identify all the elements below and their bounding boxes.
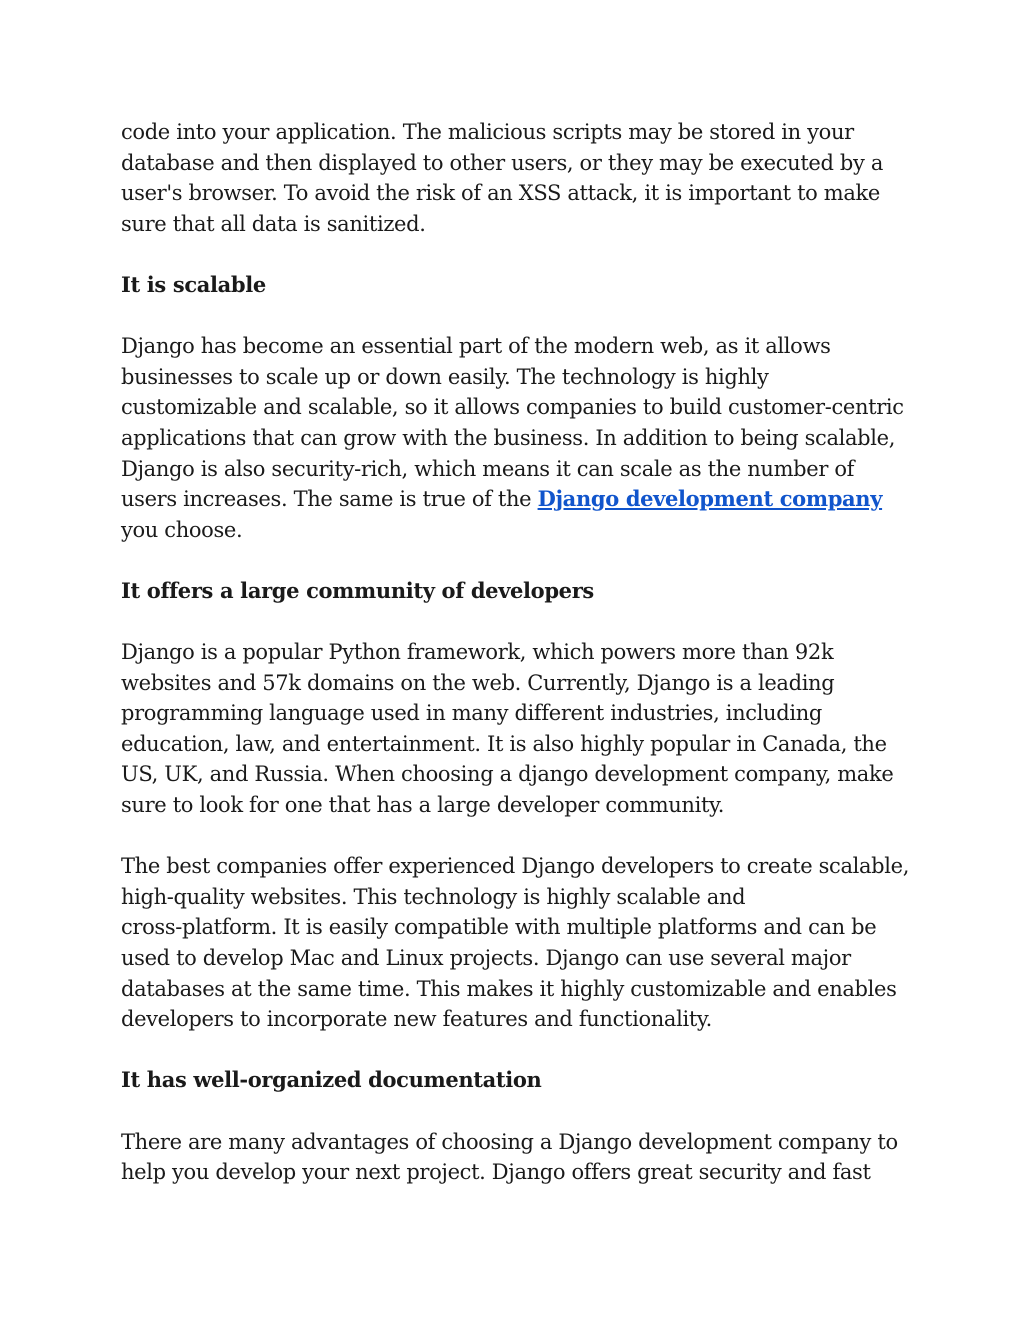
document-page xyxy=(121,117,911,1188)
paragraph-documentation xyxy=(121,1127,911,1188)
text-line: There are many advantages of choosing a Django development company to xyxy=(121,1129,898,1154)
text-line: user's browser. To avoid the risk of an XSS attack, it is important to make xyxy=(121,181,880,206)
text-line: education, law, and entertainment. It is also highly popular in Canada, the xyxy=(121,731,887,756)
text-line: code into your application. The malicious scripts may be stored in your xyxy=(121,120,854,144)
text-line: Django is a popular Python framework, which powers more than 92k xyxy=(121,640,834,665)
text-line: Django has become an essential part of the modern web, as it allows xyxy=(121,334,831,359)
spacer xyxy=(121,607,911,638)
spacer xyxy=(121,239,911,270)
text-line: Django is also security-rich, which means it can scale as the number of xyxy=(121,456,855,481)
text-line: cross-platform. It is easily compatible with multiple platforms and can be xyxy=(121,915,877,940)
heading-documentation: It has well-organized documentation xyxy=(121,1067,542,1093)
text-line: high-quality websites. This technology is highly scalable and xyxy=(121,884,746,909)
text-line: sure to look for one that has a large developer community. xyxy=(121,793,725,818)
paragraph-community xyxy=(121,637,911,821)
text-line: applications that can grow with the business. In addition to being scalable, xyxy=(121,425,896,450)
text-line: websites and 57k domains on the web. Currently, Django is a leading xyxy=(121,670,835,695)
spacer xyxy=(121,301,911,332)
text-line-with-link xyxy=(121,484,911,515)
text-line: database and then displayed to other users, or they may be executed by a xyxy=(121,150,884,175)
spacer xyxy=(121,1035,911,1066)
text-line: businesses to scale up or down easily. The technology is highly xyxy=(121,364,769,389)
link-line-prefix: users increases. The same is true of the xyxy=(121,487,538,512)
text-line: customizable and scalable, so it allows companies to build customer-centric xyxy=(121,395,904,420)
text-line: help you develop your next project. Django offers great security and fast xyxy=(121,1160,871,1185)
paragraph-xss xyxy=(121,117,911,239)
paragraph-best-companies xyxy=(121,851,911,1035)
text-line: databases at the same time. This makes it highly customizable and enables xyxy=(121,976,897,1001)
heading-scalable: It is scalable xyxy=(121,271,266,297)
text-line: developers to incorporate new features and functionality. xyxy=(121,1007,712,1032)
heading-community: It offers a large community of developers xyxy=(121,577,594,603)
text-line: US, UK, and Russia. When choosing a django development company, make xyxy=(121,762,894,787)
text-line: The best companies offer experienced Django developers to create scalable, xyxy=(121,854,910,879)
spacer xyxy=(121,821,911,852)
text-line: programming language used in many different industries, including xyxy=(121,701,822,726)
text-line: used to develop Mac and Linux projects. Django can use several major xyxy=(121,946,851,971)
django-development-company-link[interactable]: Django development company xyxy=(537,486,883,512)
text-line: sure that all data is sanitized. xyxy=(121,211,426,236)
spacer xyxy=(121,1096,911,1127)
spacer xyxy=(121,545,911,576)
paragraph-scalable xyxy=(121,331,911,545)
text-line: you choose. xyxy=(121,517,243,542)
